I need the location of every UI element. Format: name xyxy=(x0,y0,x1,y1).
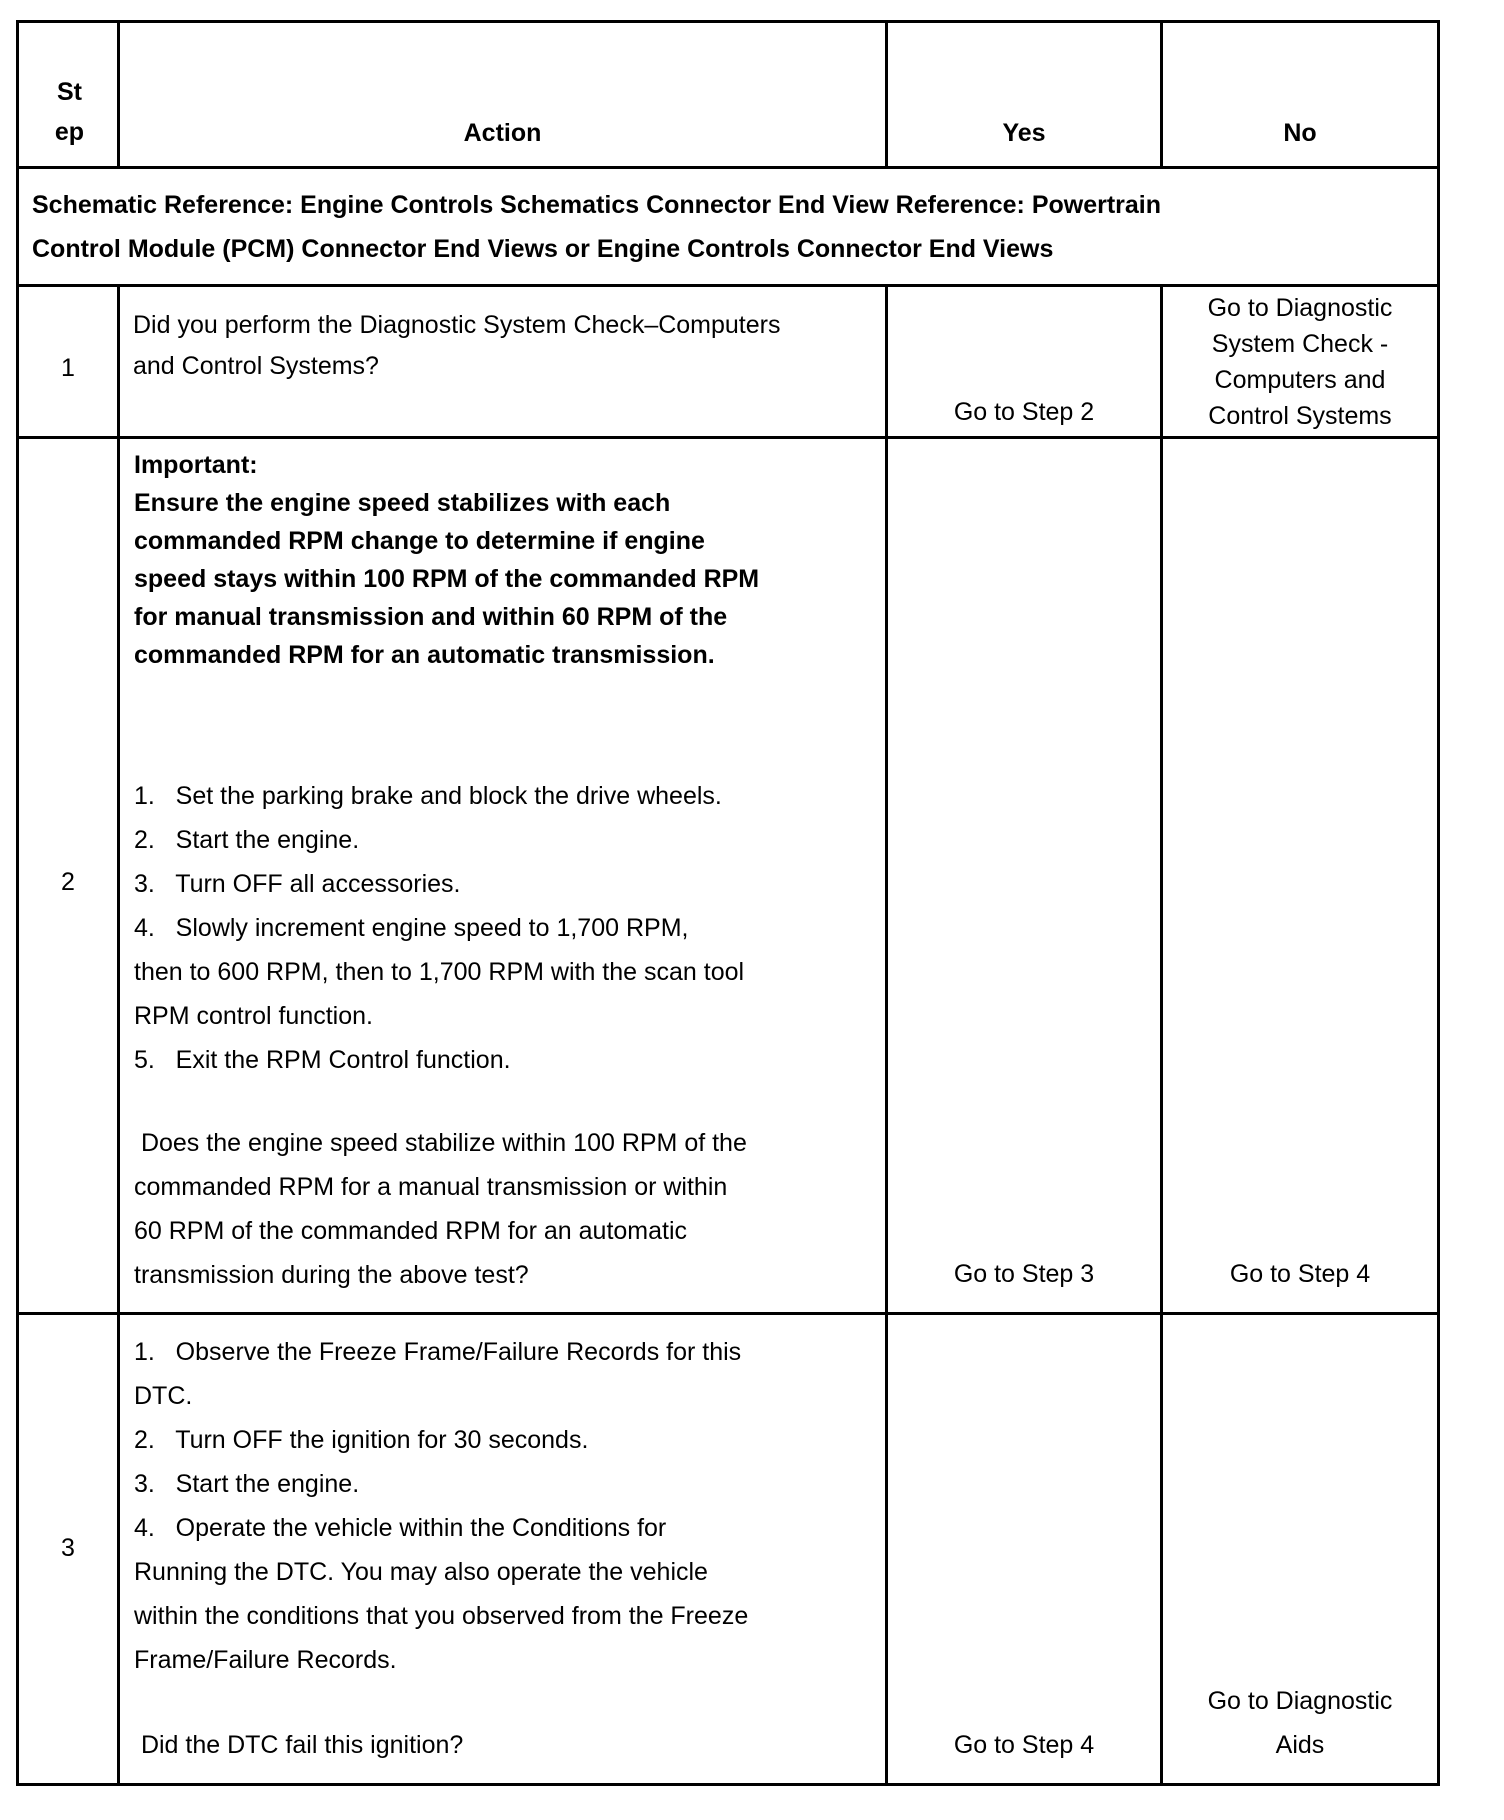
step-question: Does the engine speed stabilize within 100 RPM of the commanded RPM for a manual transmission or within 60 RPM of the commanded RPM for an automatic transmission during the above test? xyxy=(134,1129,747,1289)
no-action: Go to Step 4 xyxy=(1229,1260,1371,1288)
no-action: Go to Diagnostic System Check - Computers and Control Systems xyxy=(1207,294,1393,430)
row-1-bottom xyxy=(16,436,1440,439)
header-yes: Yes xyxy=(1002,119,1046,147)
diagnostic-table xyxy=(16,20,1440,1786)
header-no: No xyxy=(1283,119,1317,147)
procedure-steps: 1. Observe the Freeze Frame/Failure Records for this DTC. 2. Turn OFF the ignition for 30 seconds. 3. Start the engine. 4. Operate the vehicle within the Conditions for Running the DTC. You may also operate the vehicle within the conditions that you observed from the Freeze Frame/Failure Records. xyxy=(134,1338,749,1674)
step-number: 3 xyxy=(61,1534,75,1562)
header-row-bottom xyxy=(16,166,1440,169)
column-divider-action-body xyxy=(885,284,888,1786)
step-number: 2 xyxy=(61,868,75,896)
important-text: Ensure the engine speed stabilizes with each commanded RPM change to determine if engine speed stays within 100 RPM of the commanded RPM for manual transmission and within 60 RPM of the commanded RPM for an automatic transmission. xyxy=(134,489,760,669)
header-step: St ep xyxy=(54,78,85,146)
important-label: Important: xyxy=(134,451,258,479)
yes-action: Go to Step 4 xyxy=(953,1731,1095,1759)
schematic-reference: Schematic Reference: Engine Controls Schematics Connector End View Reference: Powertrain Control Module (PCM) Connector End Views or Engine Controls Connector End Views xyxy=(32,191,1162,263)
yes-action: Go to Step 2 xyxy=(953,398,1095,426)
step-question: Did the DTC fail this ignition? xyxy=(134,1731,464,1759)
table-border-bottom xyxy=(16,1783,1440,1786)
step-question: Did you perform the Diagnostic System Check–Computers and Control Systems? xyxy=(133,311,781,380)
step-number: 1 xyxy=(61,354,75,382)
no-action: Go to Diagnostic Aids xyxy=(1207,1687,1393,1759)
row-2-bottom xyxy=(16,1312,1440,1315)
column-divider-yes-body xyxy=(1160,284,1163,1786)
procedure-steps: 1. Set the parking brake and block the drive wheels. 2. Start the engine. 3. Turn OFF all accessories. 4. Slowly increment engine speed to 1,700 RPM, then to 600 RPM, then to 1,700 RPM with the scan tool RPM control function. 5. Exit the RPM Control function. xyxy=(134,782,745,1074)
header-action: Action xyxy=(463,119,542,147)
yes-action: Go to Step 3 xyxy=(953,1260,1095,1288)
schematic-row-bottom xyxy=(16,284,1440,287)
table-border-top xyxy=(16,20,1440,23)
